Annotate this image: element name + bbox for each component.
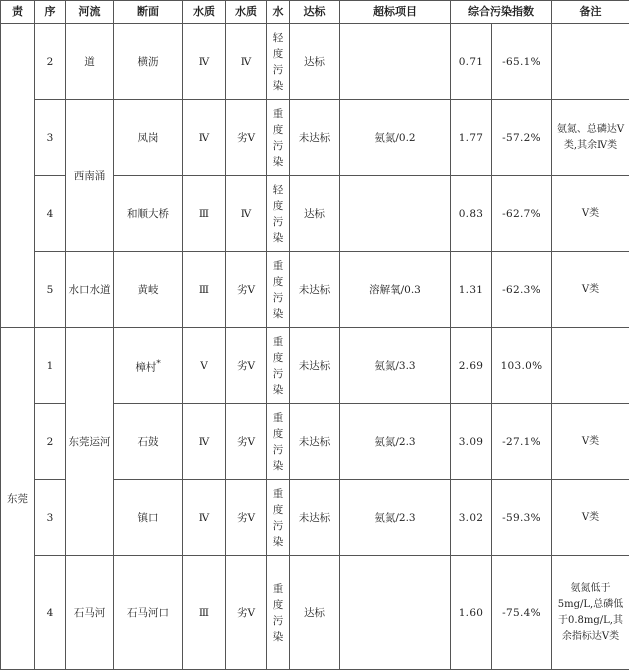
water-quality-2-cell: 劣Ⅴ <box>226 252 267 328</box>
status-cell: 未达标 <box>290 328 340 404</box>
note-cell: 氨氮低于5mg/L,总磷低于0.8mg/L,其余指标达Ⅴ类 <box>552 556 629 670</box>
seq-cell: 2 <box>35 404 66 480</box>
note-cell: Ⅴ类 <box>552 176 629 252</box>
exceed-cell: 氨氮/3.3 <box>340 328 451 404</box>
water-quality-1-cell: Ⅳ <box>183 404 226 480</box>
water-quality-2-cell: 劣Ⅴ <box>226 556 267 670</box>
river-cell: 道 <box>66 24 114 100</box>
index-cell: 1.31 <box>451 252 492 328</box>
city-cell <box>1 24 35 328</box>
index-cell: 3.09 <box>451 404 492 480</box>
section-cell: 石马河口 <box>114 556 183 670</box>
index-cell: 3.02 <box>451 480 492 556</box>
section-name: 樟村 <box>135 361 156 373</box>
header-note: 备注 <box>552 1 629 24</box>
header-seq: 序 <box>35 1 66 24</box>
pollution-level-cell: 轻度污染 <box>267 24 290 100</box>
exceed-cell: 溶解氧/0.3 <box>340 252 451 328</box>
status-cell: 未达标 <box>290 404 340 480</box>
status-cell: 达标 <box>290 24 340 100</box>
pollution-level-cell: 重度污染 <box>267 556 290 670</box>
change-cell: -57.2% <box>492 100 552 176</box>
pollution-level-cell: 重度污染 <box>267 480 290 556</box>
water-quality-1-cell: Ⅲ <box>183 252 226 328</box>
header-water-quality-2: 水质 <box>226 1 267 24</box>
status-cell: 未达标 <box>290 480 340 556</box>
note-cell <box>552 328 629 404</box>
seq-cell: 2 <box>35 24 66 100</box>
water-quality-2-cell: 劣Ⅴ <box>226 100 267 176</box>
exceed-cell: 氨氮/2.3 <box>340 404 451 480</box>
pollution-level-cell: 重度污染 <box>267 404 290 480</box>
index-cell: 0.83 <box>451 176 492 252</box>
index-cell: 2.69 <box>451 328 492 404</box>
change-cell: -59.3% <box>492 480 552 556</box>
river-cell: 东莞运河 <box>66 328 114 556</box>
water-quality-2-cell: Ⅳ <box>226 176 267 252</box>
seq-cell: 4 <box>35 556 66 670</box>
city-cell: 东莞 <box>1 328 35 670</box>
status-cell: 未达标 <box>290 100 340 176</box>
note-cell <box>552 24 629 100</box>
header-river: 河流 <box>66 1 114 24</box>
section-cell: 和顺大桥 <box>114 176 183 252</box>
change-cell: -62.3% <box>492 252 552 328</box>
header-pollution-index: 综合污染指数 <box>451 1 552 24</box>
header-section: 断面 <box>114 1 183 24</box>
seq-cell: 3 <box>35 480 66 556</box>
exceed-cell <box>340 176 451 252</box>
change-cell: -27.1% <box>492 404 552 480</box>
header-exceed-items: 超标项目 <box>340 1 451 24</box>
index-cell: 1.60 <box>451 556 492 670</box>
section-cell: 黄岐 <box>114 252 183 328</box>
header-city: 责 <box>1 1 35 24</box>
river-cell: 西南涌 <box>66 100 114 252</box>
river-cell: 水口水道 <box>66 252 114 328</box>
note-cell: 氨氮、总磷达Ⅴ类,其余Ⅳ类 <box>552 100 629 176</box>
header-pollution-level: 水 <box>267 1 290 24</box>
status-cell: 未达标 <box>290 252 340 328</box>
change-cell: -75.4% <box>492 556 552 670</box>
water-quality-2-cell: 劣Ⅴ <box>226 480 267 556</box>
header-row <box>1 1 629 24</box>
pollution-level-cell: 轻度污染 <box>267 176 290 252</box>
water-quality-1-cell: Ⅲ <box>183 556 226 670</box>
status-cell: 达标 <box>290 176 340 252</box>
water-quality-1-cell: Ⅳ <box>183 24 226 100</box>
table-row <box>1 556 629 670</box>
pollution-level-cell: 重度污染 <box>267 252 290 328</box>
table-row <box>1 328 629 404</box>
status-cell: 达标 <box>290 556 340 670</box>
water-quality-2-cell: 劣Ⅴ <box>226 328 267 404</box>
seq-cell: 3 <box>35 100 66 176</box>
index-cell: 1.77 <box>451 100 492 176</box>
water-quality-1-cell: Ⅴ <box>183 328 226 404</box>
change-cell: -62.7% <box>492 176 552 252</box>
water-quality-1-cell: Ⅲ <box>183 176 226 252</box>
section-cell: 横沥 <box>114 24 183 100</box>
index-cell: 0.71 <box>451 24 492 100</box>
seq-cell: 5 <box>35 252 66 328</box>
exceed-cell <box>340 556 451 670</box>
water-quality-2-cell: 劣Ⅴ <box>226 404 267 480</box>
exceed-cell: 氨氮/0.2 <box>340 100 451 176</box>
section-cell <box>114 328 183 404</box>
water-quality-1-cell: Ⅳ <box>183 100 226 176</box>
exceed-cell: 氨氮/2.3 <box>340 480 451 556</box>
header-status: 达标 <box>290 1 340 24</box>
water-quality-2-cell: Ⅳ <box>226 24 267 100</box>
pollution-level-cell: 重度污染 <box>267 100 290 176</box>
water-quality-1-cell: Ⅳ <box>183 480 226 556</box>
table-row <box>1 252 629 328</box>
exceed-cell <box>340 24 451 100</box>
change-cell: 103.0% <box>492 328 552 404</box>
header-water-quality-1: 水质 <box>183 1 226 24</box>
table-row <box>1 24 629 100</box>
note-cell: Ⅴ类 <box>552 480 629 556</box>
note-cell: Ⅴ类 <box>552 404 629 480</box>
change-cell: -65.1% <box>492 24 552 100</box>
section-footnote-mark: * <box>156 359 160 369</box>
table-row <box>1 100 629 176</box>
section-cell: 凤岗 <box>114 100 183 176</box>
pollution-level-cell: 重度污染 <box>267 328 290 404</box>
section-cell: 石鼓 <box>114 404 183 480</box>
section-cell: 镇口 <box>114 480 183 556</box>
note-cell: Ⅴ类 <box>552 252 629 328</box>
seq-cell: 1 <box>35 328 66 404</box>
river-cell: 石马河 <box>66 556 114 670</box>
seq-cell: 4 <box>35 176 66 252</box>
